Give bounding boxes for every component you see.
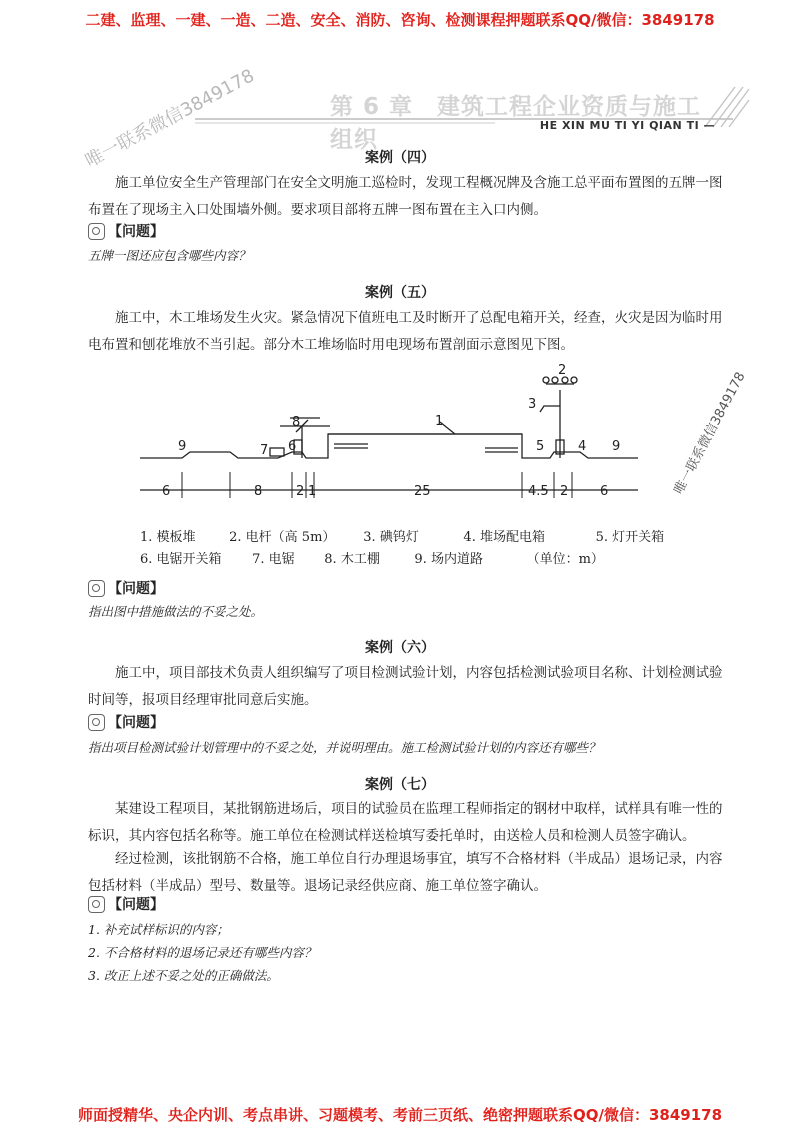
question-icon bbox=[88, 580, 105, 597]
legend-item: 7. 电锯 bbox=[252, 552, 295, 567]
case-4-paragraph: 施工单位安全生产管理部门在安全文明施工巡检时，发现工程概况牌及含施工总平面布置图的五牌一图布置在了现场主入口处围墙外侧。要求项目部将五牌一图布置在主入口内侧。 bbox=[88, 175, 723, 218]
case-5-question: 指出图中措施做法的不妥之处。 bbox=[88, 604, 264, 619]
diagram-label: 8 bbox=[292, 415, 301, 430]
header-pinyin: HE XIN MU TI YI QIAN TI — bbox=[539, 119, 715, 132]
watermark: 唯一联系微信3849178 bbox=[81, 65, 258, 173]
figure-legend-row-2 bbox=[140, 548, 604, 567]
diagram-label: 2 bbox=[558, 363, 567, 378]
legend-item: 5. 灯开关箱 bbox=[595, 530, 665, 545]
question-label: 【问题】 bbox=[108, 897, 164, 913]
legend-item: 3. 碘钨灯 bbox=[363, 530, 419, 545]
dim-label: 6 bbox=[162, 484, 171, 499]
question-icon bbox=[88, 223, 105, 240]
case-6-question: 指出项目检测试验计划管理中的不妥之处，并说明理由。施工检测试验计划的内容还有哪些？ bbox=[88, 740, 601, 755]
diagram-label: 7 bbox=[260, 443, 269, 458]
legend-item: 9. 场内道路 bbox=[414, 552, 483, 567]
case-7-title: 案例（七） bbox=[365, 777, 435, 793]
legend-item: 2. 电杆（高 5m） bbox=[229, 530, 336, 545]
case-7-paragraph-1: 某建设工程项目，某批钢筋进场后，项目的试验员在监理工程师指定的钢材中取样，试样具有唯一性的标识，其内容包括名称等。施工单位在检测试样送检填写委托单时，由送检人员和检测人员签字确认。 bbox=[88, 801, 723, 844]
figure-legend-row-1 bbox=[140, 526, 664, 545]
watermark: 唯一联系微信3849178 bbox=[671, 369, 749, 497]
legend-item: 6. 电锯开关箱 bbox=[140, 552, 222, 567]
diagram-label: 9 bbox=[612, 439, 621, 454]
legend-item: 1. 模板堆 bbox=[140, 530, 196, 545]
case-6-title: 案例（六） bbox=[365, 640, 435, 656]
legend-item: （单位：m） bbox=[526, 552, 604, 567]
case-5-title: 案例（五） bbox=[365, 285, 435, 301]
diagram-label: 9 bbox=[178, 439, 187, 454]
case-4-question: 五牌一图还应包含哪些内容？ bbox=[88, 248, 251, 263]
legend-item: 4. 堆场配电箱 bbox=[463, 530, 545, 545]
dim-label: 2 bbox=[560, 484, 569, 499]
case-7-question-2: 2. 不合格材料的退场记录还有哪些内容？ bbox=[88, 945, 317, 960]
case-4-title: 案例（四） bbox=[365, 150, 435, 166]
bottom-banner: 师面授精华、央企内训、考点串讲、习题模考、考前三页纸、绝密押题联系QQ/微信：3849178 bbox=[77, 1106, 723, 1124]
case-7-paragraph-2: 经过检测，该批钢筋不合格，施工单位自行办理退场事宜，填写不合格材料（半成品）退场记录，内容包括材料（半成品）型号、数量等。退场记录经供应商、施工单位签字确认。 bbox=[88, 851, 723, 894]
diagram-label: 5 bbox=[536, 439, 545, 454]
diagram-label: 1 bbox=[435, 414, 444, 429]
dim-label: 8 bbox=[254, 484, 263, 499]
diagram-label: 3 bbox=[528, 397, 537, 412]
chapter-title: 第 6 章 建筑工程企业资质与施工组织 bbox=[330, 94, 702, 153]
dim-label: 2 bbox=[296, 484, 305, 499]
case-6-paragraph: 施工中，项目部技术负责人组织编写了项目检测试验计划，内容包括检测试验项目名称、计划检测试验时间等，报项目经理审批同意后实施。 bbox=[88, 665, 723, 708]
question-label: 【问题】 bbox=[108, 581, 164, 597]
case-7-question-3: 3. 改正上述不妥之处的正确做法。 bbox=[88, 968, 279, 983]
case-7-question-1: 1. 补充试样标识的内容； bbox=[88, 922, 229, 937]
case-5-question-header bbox=[88, 578, 164, 598]
case-4-question-header bbox=[88, 221, 164, 241]
diagram-label: 4 bbox=[578, 439, 587, 454]
question-label: 【问题】 bbox=[108, 715, 164, 731]
legend-item: 8. 木工棚 bbox=[324, 552, 380, 567]
dim-label: 4.5 bbox=[528, 484, 549, 499]
case-6-question-header bbox=[88, 712, 164, 732]
dim-label: 1 bbox=[308, 484, 317, 499]
case-7-question-header bbox=[88, 894, 164, 914]
dim-label: 25 bbox=[414, 484, 431, 499]
question-label: 【问题】 bbox=[108, 224, 164, 240]
top-banner: 二建、监理、一建、一造、二造、安全、消防、咨询、检测课程押题联系QQ/微信：3849178 bbox=[85, 11, 715, 29]
case-5-paragraph: 施工中，木工堆场发生火灾。紧急情况下值班电工及时断开了总配电箱开关，经查，火灾是因为临时用电布置和刨花堆放不当引起。部分木工堆场临时用电现场布置剖面示意图见下图。 bbox=[88, 310, 723, 353]
dim-label: 6 bbox=[600, 484, 609, 499]
timber-yard-section-diagram bbox=[130, 362, 650, 512]
question-icon bbox=[88, 896, 105, 913]
diagram-label: 6 bbox=[288, 439, 297, 454]
question-icon bbox=[88, 714, 105, 731]
